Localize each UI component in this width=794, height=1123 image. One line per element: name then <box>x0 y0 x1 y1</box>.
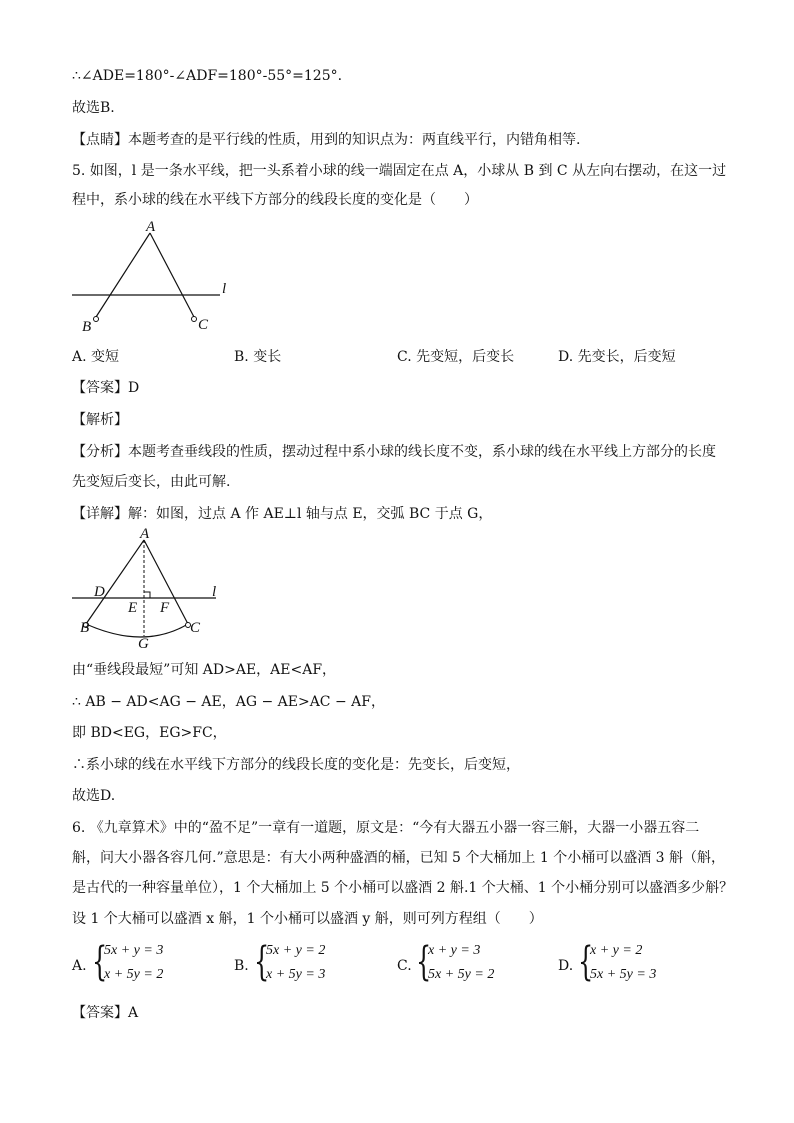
equation: x + 5y = 3 <box>266 967 326 982</box>
equation: x + 5y = 2 <box>104 967 164 982</box>
label-l: l <box>222 281 227 297</box>
option-d: D. 先变长，后变短 <box>558 349 676 365</box>
question-5-text: 程中，系小球的线在水平线下方部分的线段长度的变化是（ ） <box>72 192 478 208</box>
analysis-text: 【分析】本题考查垂线段的性质，摆动过程中系小球的线长度不变，系小球的线在水平线上方部分的长度 <box>72 444 716 460</box>
label-A: A <box>146 219 156 235</box>
brace-icon: { <box>416 939 432 985</box>
label-l: l <box>212 584 217 600</box>
option-a: A. 变短 <box>72 349 120 365</box>
analysis-text: 先变短后变长，由此可解. <box>72 474 231 490</box>
equation: x + y = 3 <box>428 943 481 958</box>
label-G: G <box>138 636 149 652</box>
brace-icon: { <box>578 939 594 985</box>
label-A: A <box>140 526 150 542</box>
detail-text: ∴ AB − AD<AG − AE，AG − AE>AC − AF， <box>72 694 385 710</box>
detail-text: 【详解】解：如图，过点 A 作 AE⊥l 轴与点 E，交弧 BC 于点 G， <box>72 506 493 522</box>
detail-text: 由“垂线段最短”可知 AD>AE，AE<AF， <box>72 662 337 678</box>
detail-text: 故选D. <box>72 788 116 804</box>
option-b-letter: B. <box>234 958 249 974</box>
question-6-text: 斛，问大小器各容几何.”意思是：有大小两种盛酒的桶，已知 5 个大桶加上 1 个小桶可以盛酒 3 斛（斛， <box>72 850 726 866</box>
question-5-text: 5. 如图，l 是一条水平线，把一头系着小球的线一端固定在点 A，小球从 B 到 C 从左向右摆动，在这一过 <box>72 163 727 179</box>
option-c-letter: C. <box>397 958 412 974</box>
analysis-label: 【解析】 <box>72 412 128 428</box>
brace-icon: { <box>92 939 108 985</box>
label-F: F <box>160 600 170 616</box>
solution-figure <box>60 528 260 653</box>
detail-text: 即 BD<EG，EG>FC， <box>72 725 227 741</box>
equation: 5x + 5y = 3 <box>590 967 657 982</box>
equation: 5x + y = 3 <box>104 943 164 958</box>
equation: x + y = 2 <box>590 943 643 958</box>
option-a-letter: A. <box>72 958 87 974</box>
text-line: 故选B. <box>72 100 115 116</box>
option-c: C. 先变短，后变长 <box>397 349 515 365</box>
question-6-text: 是古代的一种容量单位），1 个大桶加上 5 个小桶可以盛酒 2 斛.1 个大桶、1 个小桶分别可以盛酒多少斛？ <box>72 880 734 896</box>
question-6-text: 6. 《九章算术》中的“盈不足”一章有一道题，原文是：“今有大器五小器一容三斛，大器一小器五容二 <box>72 820 700 836</box>
label-E: E <box>128 600 138 616</box>
equation: 5x + 5y = 2 <box>428 967 495 982</box>
equation: 5x + y = 2 <box>266 943 326 958</box>
detail-text: ∴系小球的线在水平线下方部分的线段长度的变化是：先变长，后变短， <box>72 757 520 773</box>
brace-icon: { <box>254 939 270 985</box>
pendulum-figure <box>60 215 260 340</box>
answer-label: 【答案】D <box>72 380 140 396</box>
option-d-letter: D. <box>558 958 574 974</box>
label-C: C <box>190 620 201 636</box>
question-6-text: 设 1 个大桶可以盛酒 x 斛，1 个小桶可以盛酒 y 斛，则可列方程组（ ） <box>72 911 543 927</box>
option-b: B. 变长 <box>234 349 282 365</box>
answer-label: 【答案】A <box>72 1005 139 1021</box>
label-B: B <box>80 620 90 636</box>
label-D: D <box>94 584 105 600</box>
point-note: 【点睛】本题考查的是平行线的性质，用到的知识点为：两直线平行，内错角相等. <box>72 132 581 148</box>
label-C: C <box>198 317 209 333</box>
label-B: B <box>82 319 92 335</box>
text-line: ∴∠ADE=180°-∠ADF=180°-55°=125°. <box>72 68 343 84</box>
